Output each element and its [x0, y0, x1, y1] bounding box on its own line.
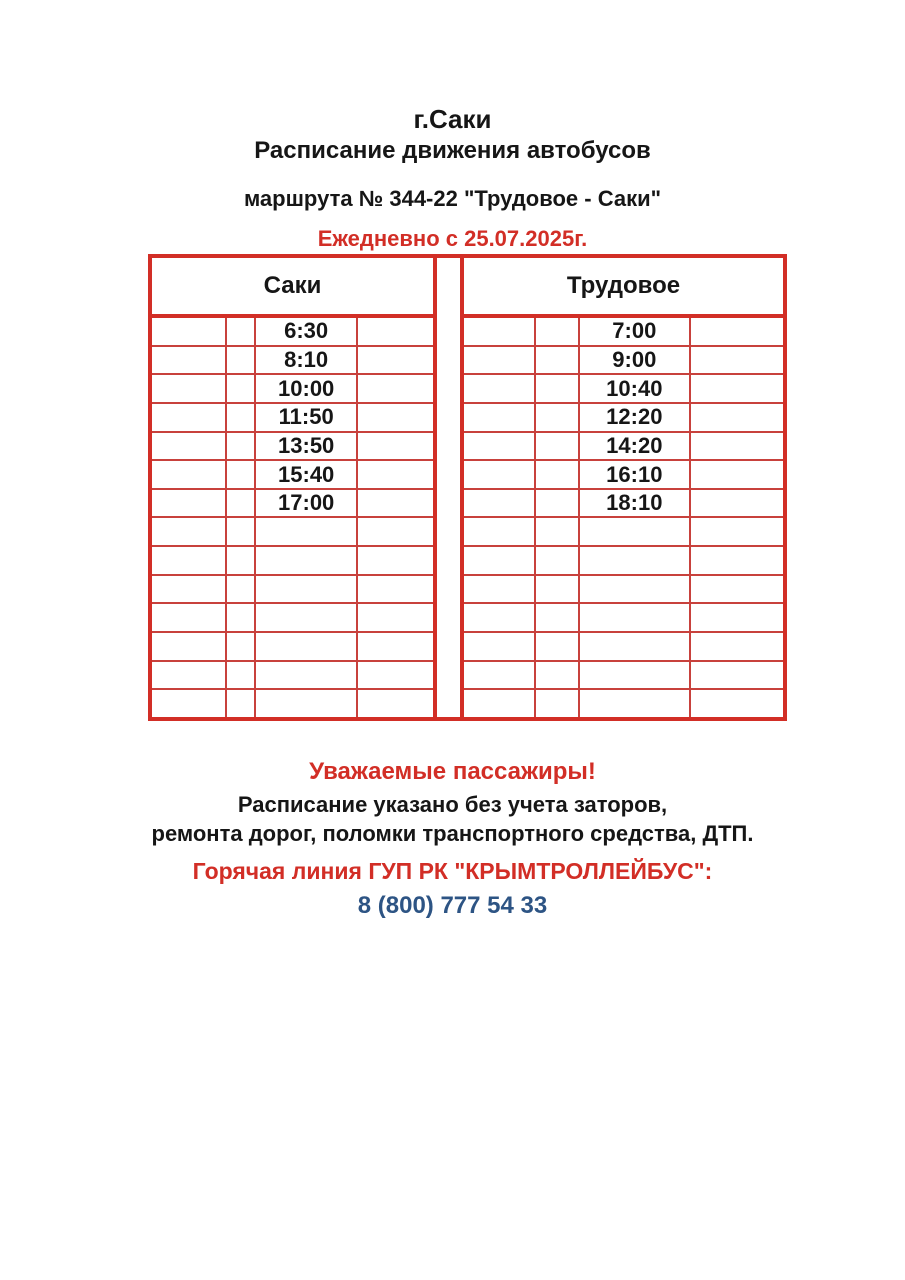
empty-cell: [535, 661, 579, 690]
empty-cell: [357, 403, 435, 432]
empty-cell: [357, 316, 435, 346]
time-row: [150, 460, 435, 489]
empty-cell: [535, 517, 579, 546]
empty-cell: [255, 603, 356, 632]
hotline-phone-number: 8 (800) 777 54 33: [357, 892, 548, 919]
passengers-salutation: Уважаемые пассажиры!: [309, 758, 596, 785]
empty-cell: [255, 517, 356, 546]
empty-cell: [357, 517, 435, 546]
empty-cell: [150, 460, 226, 489]
empty-cell: [357, 346, 435, 375]
empty-cell: [226, 689, 256, 719]
empty-cell: [535, 460, 579, 489]
empty-cell: [535, 575, 579, 604]
departure-time-cell: 8:10: [255, 346, 356, 375]
schedule-subtitle: Расписание движения автобусов: [254, 137, 651, 164]
empty-cell: [226, 316, 256, 346]
empty-cell: [462, 632, 535, 661]
time-row: [462, 489, 785, 518]
saki-table-title: Саки: [150, 256, 435, 316]
empty-cell: [255, 661, 356, 690]
table-header-row: [462, 256, 785, 316]
empty-cell: [357, 632, 435, 661]
empty-cell: [226, 374, 256, 403]
empty-cell: [255, 632, 356, 661]
empty-cell: [357, 460, 435, 489]
departure-time-cell: 7:00: [579, 316, 690, 346]
effective-date-line: Ежедневно с 25.07.2025г.: [317, 226, 588, 251]
empty-cell: [255, 689, 356, 719]
empty-cell: [226, 517, 256, 546]
empty-row: [462, 661, 785, 690]
empty-cell: [535, 546, 579, 575]
empty-cell: [462, 403, 535, 432]
empty-cell: [579, 632, 690, 661]
empty-cell: [150, 575, 226, 604]
departure-time-cell: 6:30: [255, 316, 356, 346]
empty-cell: [690, 346, 785, 375]
empty-cell: [535, 403, 579, 432]
empty-cell: [150, 603, 226, 632]
empty-cell: [535, 689, 579, 719]
empty-cell: [535, 603, 579, 632]
empty-cell: [357, 575, 435, 604]
empty-cell: [690, 460, 785, 489]
trudovoe-table-title: Трудовое: [462, 256, 785, 316]
empty-cell: [462, 346, 535, 375]
empty-cell: [462, 316, 535, 346]
empty-cell: [579, 661, 690, 690]
empty-cell: [579, 603, 690, 632]
hotline-label: Горячая линия ГУП РК "КРЫМТРОЛЛЕЙБУС":: [192, 858, 713, 884]
empty-cell: [462, 517, 535, 546]
empty-cell: [357, 661, 435, 690]
empty-cell: [462, 460, 535, 489]
time-row: [462, 346, 785, 375]
empty-cell: [579, 517, 690, 546]
departure-time-cell: 9:00: [579, 346, 690, 375]
empty-cell: [690, 489, 785, 518]
empty-row: [150, 546, 435, 575]
disclaimer-line-1: Расписание указано без учета заторов,: [237, 792, 668, 817]
departure-time-cell: 14:20: [579, 432, 690, 461]
empty-cell: [535, 489, 579, 518]
empty-cell: [535, 632, 579, 661]
empty-row: [462, 603, 785, 632]
time-row: [462, 403, 785, 432]
time-row: [462, 432, 785, 461]
empty-row: [150, 575, 435, 604]
empty-cell: [690, 517, 785, 546]
saki-departures-table: [148, 254, 437, 721]
empty-cell: [535, 316, 579, 346]
time-row: [462, 374, 785, 403]
empty-cell: [690, 432, 785, 461]
empty-cell: [150, 517, 226, 546]
empty-row: [150, 689, 435, 719]
empty-cell: [150, 374, 226, 403]
empty-cell: [690, 603, 785, 632]
empty-cell: [462, 603, 535, 632]
empty-cell: [357, 432, 435, 461]
departure-time-cell: 10:00: [255, 374, 356, 403]
time-row: [150, 403, 435, 432]
empty-cell: [690, 632, 785, 661]
saki-table-body: [150, 316, 435, 719]
departure-time-cell: 11:50: [255, 403, 356, 432]
departure-time-cell: 10:40: [579, 374, 690, 403]
empty-row: [462, 575, 785, 604]
time-row: [150, 346, 435, 375]
empty-cell: [226, 661, 256, 690]
empty-cell: [226, 632, 256, 661]
disclaimer-line-2: ремонта дорог, поломки транспортного средства, ДТП.: [151, 821, 754, 846]
empty-cell: [579, 546, 690, 575]
empty-cell: [462, 546, 535, 575]
empty-row: [462, 546, 785, 575]
empty-cell: [690, 661, 785, 690]
empty-row: [150, 517, 435, 546]
trudovoe-departures-table: [460, 254, 787, 721]
empty-cell: [690, 374, 785, 403]
empty-cell: [226, 460, 256, 489]
empty-cell: [150, 403, 226, 432]
empty-cell: [357, 489, 435, 518]
route-title: маршрута № 344-22 "Трудовое - Саки": [243, 186, 662, 211]
empty-cell: [579, 689, 690, 719]
empty-cell: [150, 489, 226, 518]
empty-cell: [226, 346, 256, 375]
empty-cell: [255, 575, 356, 604]
empty-cell: [226, 546, 256, 575]
empty-cell: [462, 575, 535, 604]
empty-cell: [462, 661, 535, 690]
empty-cell: [462, 489, 535, 518]
empty-cell: [690, 575, 785, 604]
empty-cell: [462, 374, 535, 403]
empty-cell: [150, 546, 226, 575]
empty-cell: [579, 575, 690, 604]
empty-cell: [357, 603, 435, 632]
departure-time-cell: 13:50: [255, 432, 356, 461]
empty-cell: [226, 603, 256, 632]
trudovoe-table-body: [462, 316, 785, 719]
time-row: [150, 489, 435, 518]
empty-cell: [462, 432, 535, 461]
table-gap-column: [437, 254, 460, 721]
empty-cell: [226, 432, 256, 461]
empty-cell: [357, 374, 435, 403]
empty-row: [462, 517, 785, 546]
time-row: [150, 374, 435, 403]
table-header-row: [150, 256, 435, 316]
time-row: [150, 432, 435, 461]
timetable: [148, 254, 795, 721]
departure-time-cell: 12:20: [579, 403, 690, 432]
empty-cell: [150, 432, 226, 461]
empty-row: [462, 632, 785, 661]
empty-cell: [690, 689, 785, 719]
empty-cell: [226, 489, 256, 518]
time-row: [462, 316, 785, 346]
empty-cell: [690, 546, 785, 575]
empty-cell: [150, 689, 226, 719]
time-row: [150, 316, 435, 346]
time-row: [462, 460, 785, 489]
empty-cell: [690, 403, 785, 432]
departure-time-cell: 17:00: [255, 489, 356, 518]
empty-cell: [357, 689, 435, 719]
empty-cell: [150, 316, 226, 346]
empty-cell: [535, 346, 579, 375]
empty-cell: [226, 403, 256, 432]
empty-cell: [535, 374, 579, 403]
departure-time-cell: 16:10: [579, 460, 690, 489]
empty-row: [150, 661, 435, 690]
empty-cell: [462, 689, 535, 719]
empty-cell: [150, 346, 226, 375]
empty-cell: [150, 661, 226, 690]
empty-cell: [535, 432, 579, 461]
empty-cell: [150, 632, 226, 661]
departure-time-cell: 18:10: [579, 489, 690, 518]
city-title: г.Саки: [413, 104, 492, 134]
departure-time-cell: 15:40: [255, 460, 356, 489]
empty-row: [462, 689, 785, 719]
empty-cell: [357, 546, 435, 575]
empty-row: [150, 632, 435, 661]
empty-cell: [690, 316, 785, 346]
empty-cell: [255, 546, 356, 575]
empty-cell: [226, 575, 256, 604]
empty-row: [150, 603, 435, 632]
